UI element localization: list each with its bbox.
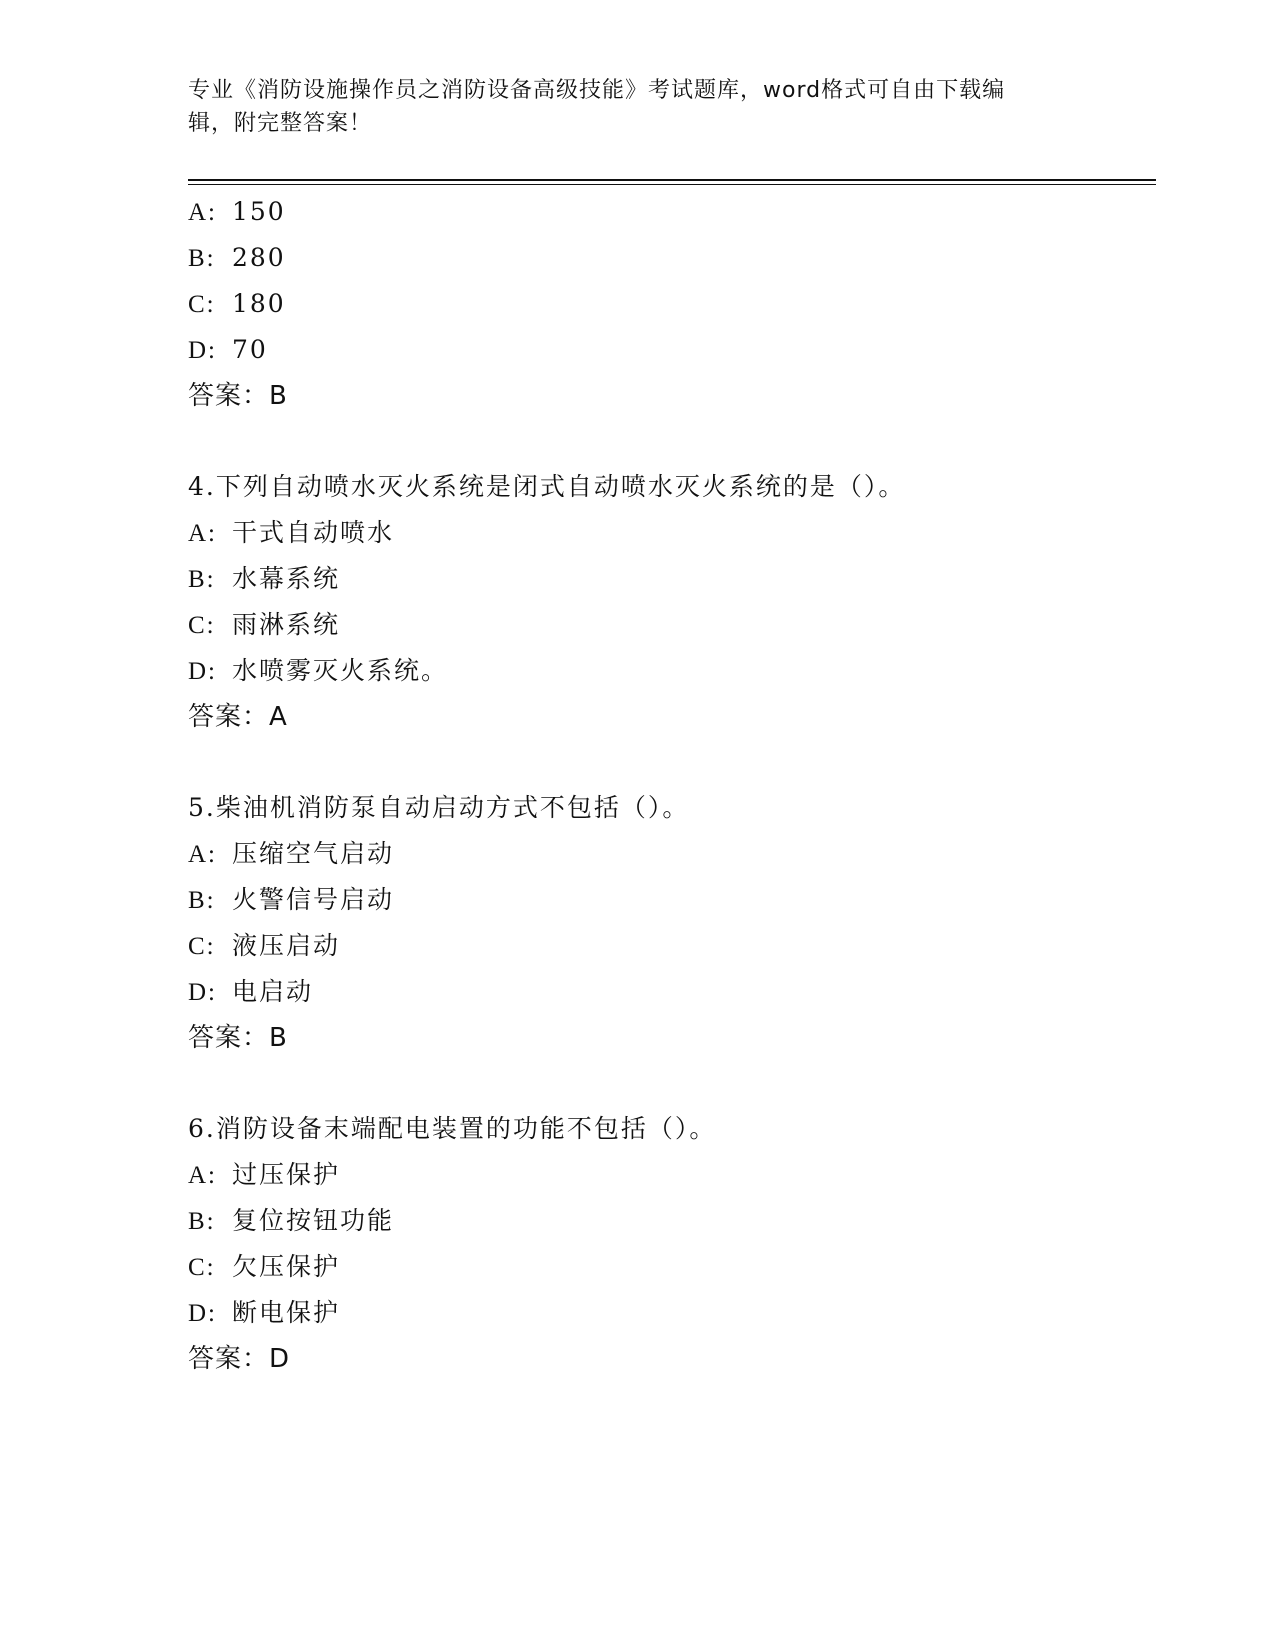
option-text: 火警信号启动 — [232, 885, 395, 914]
option-text: 雨淋系统 — [232, 610, 341, 639]
option-text: 水幕系统 — [232, 564, 341, 593]
option-prefix: D: — [188, 658, 217, 685]
option-text: 150 — [232, 197, 286, 226]
header-divider — [188, 179, 1156, 185]
option-text: 欠压保护 — [232, 1252, 341, 1281]
option-c — [188, 1244, 1148, 1290]
question-stem: 5.柴油机消防泵自动启动方式不包括（）。 — [188, 793, 690, 822]
option-prefix: C: — [188, 1254, 216, 1281]
option-prefix: C: — [188, 291, 216, 318]
option-prefix: C: — [188, 933, 216, 960]
option-a — [188, 831, 1148, 877]
option-a — [188, 510, 1148, 556]
option-text: 180 — [232, 289, 286, 318]
option-prefix: B: — [188, 566, 216, 593]
question-3 — [188, 189, 1148, 419]
option-prefix: B: — [188, 245, 216, 272]
option-c — [188, 602, 1148, 648]
document-header — [188, 74, 1068, 140]
option-prefix: A: — [188, 841, 217, 868]
option-d — [188, 1290, 1148, 1336]
option-b — [188, 235, 1148, 281]
header-line-2: 辑，附完整答案！ — [188, 111, 373, 136]
question-stem: 6.消防设备末端配电装置的功能不包括（）。 — [188, 1114, 717, 1143]
option-prefix: D: — [188, 1300, 217, 1327]
option-prefix: A: — [188, 199, 217, 226]
answer-line: 答案：B — [188, 381, 288, 411]
question-list — [188, 189, 1148, 1382]
option-prefix: A: — [188, 1162, 217, 1189]
option-a — [188, 1152, 1148, 1198]
question-5 — [188, 785, 1148, 1061]
question-4 — [188, 464, 1148, 740]
answer-line: 答案：B — [188, 1023, 288, 1053]
answer-line: 答案：D — [188, 1344, 291, 1374]
option-prefix: D: — [188, 979, 217, 1006]
question-stem: 4.下列自动喷水灭火系统是闭式自动喷水灭火系统的是（）。 — [188, 472, 906, 501]
option-b — [188, 877, 1148, 923]
option-text: 70 — [232, 335, 268, 364]
option-text: 断电保护 — [232, 1298, 341, 1327]
option-c — [188, 923, 1148, 969]
option-prefix: B: — [188, 887, 216, 914]
option-a — [188, 189, 1148, 235]
option-text: 280 — [232, 243, 286, 272]
option-b — [188, 556, 1148, 602]
option-prefix: A: — [188, 520, 217, 547]
option-b — [188, 1198, 1148, 1244]
question-6 — [188, 1106, 1148, 1382]
option-text: 液压启动 — [232, 931, 341, 960]
option-text: 干式自动喷水 — [232, 518, 395, 547]
option-d — [188, 969, 1148, 1015]
option-prefix: D: — [188, 337, 217, 364]
option-text: 压缩空气启动 — [232, 839, 395, 868]
option-text: 过压保护 — [232, 1160, 341, 1189]
option-text: 电启动 — [232, 977, 314, 1006]
answer-line: 答案：A — [188, 702, 288, 732]
option-text: 复位按钮功能 — [232, 1206, 395, 1235]
header-line-1: 专业《消防设施操作员之消防设备高级技能》考试题库，word格式可自由下载编 — [188, 78, 1006, 103]
option-d — [188, 648, 1148, 694]
option-prefix: B: — [188, 1208, 216, 1235]
option-c — [188, 281, 1148, 327]
option-prefix: C: — [188, 612, 216, 639]
option-d — [188, 327, 1148, 373]
option-text: 水喷雾灭火系统。 — [232, 656, 449, 685]
